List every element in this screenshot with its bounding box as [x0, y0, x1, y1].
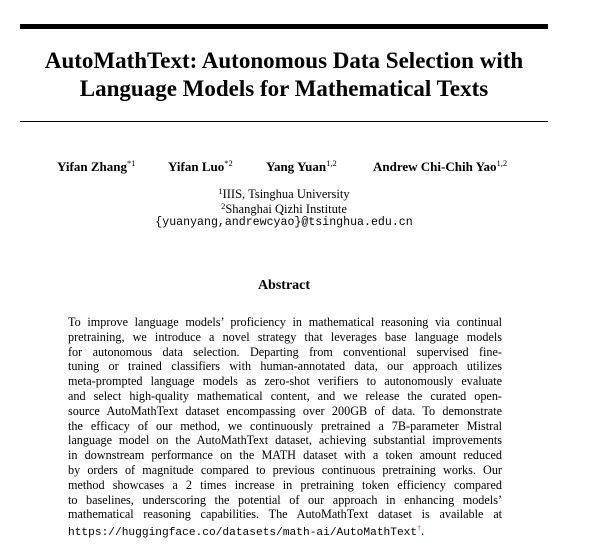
footnote-mark[interactable]: † — [417, 524, 422, 534]
abstract-body — [68, 315, 502, 540]
author-2 — [168, 158, 233, 175]
affiliation-mark: 2 — [221, 201, 226, 211]
abstract-line: mathematical reasoning capabilities. The AutoMathText dataset is available at — [68, 507, 502, 522]
title-line-2: Language Models for Mathematical Texts — [79, 76, 489, 101]
author-3 — [266, 158, 337, 175]
author-1 — [57, 158, 135, 175]
abstract-line: in downstream performance on the MATH dataset with a token amount reduced — [68, 448, 502, 463]
abstract-heading: Abstract — [257, 278, 311, 293]
abstract-line: meta-prompted language models as zero-shot verifiers to autonomously evaluate — [68, 374, 502, 389]
abstract-line: for autonomous data selection. Departing from conventional supervised fine- — [68, 344, 502, 359]
author-mark: 1,2 — [326, 158, 337, 168]
abstract-line: tuning or trained classifiers with human-annotated data, our approach utilizes — [68, 359, 502, 374]
paper-title — [20, 47, 548, 103]
author-name: Yifan Zhang — [57, 159, 127, 174]
abstract-line: language model on the AutoMathText dataset, achieving substantial improvements — [68, 433, 502, 448]
email-text: {yuanyang,andrewcyao}@tsinghua.edu.cn — [155, 216, 413, 229]
abstract-end-punct: . — [421, 524, 425, 539]
abstract-url-line — [68, 522, 502, 540]
abstract-line: pretraining, we introduce a novel strategy that leverages base language models — [68, 329, 502, 344]
author-4 — [373, 158, 507, 175]
abstract-line: by orders of magnitude compared to previous continuous pretraining works. Our — [68, 462, 502, 477]
author-name: Yifan Luo — [168, 159, 225, 174]
author-mark: *2 — [224, 158, 233, 168]
author-name: Yang Yuan — [266, 159, 327, 174]
dataset-url-link[interactable]: https://huggingface.co/datasets/math-ai/AutoMathText — [68, 527, 418, 540]
abstract-line: source AutoMathText dataset encompassing over 200GB of data. To demonstrate — [68, 403, 502, 418]
author-name: Andrew Chi-Chih Yao — [373, 159, 497, 174]
affiliation-text: Shanghai Qizhi Institute — [225, 202, 347, 216]
title-line-1: AutoMathText: Autonomous Data Selection with — [44, 48, 524, 73]
author-email — [20, 214, 548, 230]
author-list — [0, 158, 612, 176]
author-mark: *1 — [126, 158, 136, 168]
title-bottom-rule — [20, 121, 548, 122]
abstract-line: method showcases a 2 times increase in pretraining token efficiency compared — [68, 477, 502, 492]
affiliation-mark: 1 — [218, 186, 223, 196]
affiliation-text: IIIS, Tsinghua University — [222, 187, 350, 201]
abstract-line: and select high-quality mathematical content, and we release the curated open- — [68, 388, 502, 403]
top-rule — [20, 24, 548, 29]
abstract-line: the efficacy of our method, we continuously pretrained a 7B-parameter Mistral — [68, 418, 502, 433]
abstract-line: To improve language models’ proficiency in mathematical reasoning via continual — [68, 315, 502, 329]
abstract-line: to baselines, underscoring the potential of our approach in enhancing models’ — [68, 492, 502, 507]
author-mark: 1,2 — [496, 158, 508, 168]
